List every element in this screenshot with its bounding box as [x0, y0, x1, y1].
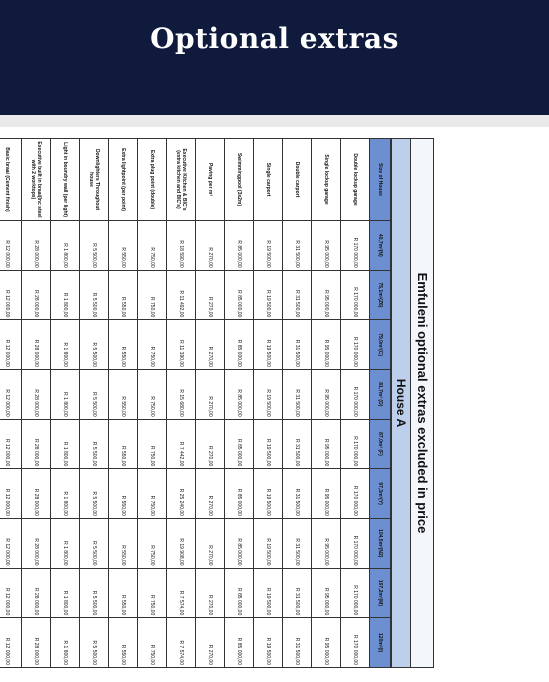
- price-cell: R 170 000,00: [341, 320, 370, 370]
- price-cell: R 19 500,00: [254, 320, 283, 370]
- price-cell: R 19 908,00: [167, 518, 196, 568]
- price-cell: R 1 800,00: [51, 518, 80, 568]
- optional-extras-table: [0, 138, 391, 668]
- price-cell: R 12 000,00: [0, 369, 22, 419]
- price-cell: R 85 000,00: [225, 320, 254, 370]
- row-label: Single carport: [254, 139, 283, 221]
- price-cell: R 85 000,00: [225, 469, 254, 519]
- column-header: 97,3m²(Y): [370, 469, 391, 519]
- price-cell: R 12 000,00: [0, 618, 22, 668]
- column-header: 107,2m²(M): [370, 568, 391, 618]
- price-cell: R 95 000,00: [312, 518, 341, 568]
- price-cell: R 7 574,00: [167, 618, 196, 668]
- price-cell: R 1 800,00: [51, 270, 80, 320]
- table-row: [22, 139, 51, 668]
- price-cell: R 1 800,00: [51, 618, 80, 668]
- price-cell: R 85 000,00: [225, 369, 254, 419]
- price-cell: R 550,00: [109, 419, 138, 469]
- price-cell: R 31 500,00: [283, 270, 312, 320]
- table-row: [283, 139, 312, 668]
- table-row: [167, 139, 196, 668]
- price-cell: R 750,00: [138, 518, 167, 568]
- price-cell: R 25 240,00: [167, 469, 196, 519]
- price-cell: R 19 500,00: [254, 618, 283, 668]
- row-label: Extra plug point (double): [138, 139, 167, 221]
- price-cell: R 5 500,00: [80, 221, 109, 271]
- price-cell: R 12 000,00: [0, 419, 22, 469]
- row-label: Executive built in braai(Inc steel with 2 worktops): [22, 139, 51, 221]
- price-cell: R 5 500,00: [80, 469, 109, 519]
- price-cell: R 11 492,00: [167, 270, 196, 320]
- price-cell: R 170 000,00: [341, 221, 370, 271]
- price-cell: R 7 574,00: [167, 568, 196, 618]
- column-header: 75,1m²(Z6): [370, 270, 391, 320]
- price-cell: R 550,00: [109, 320, 138, 370]
- price-cell: R 750,00: [138, 618, 167, 668]
- table-row: [109, 139, 138, 668]
- price-cell: R 85 000,00: [225, 270, 254, 320]
- price-cell: R 12 000,00: [0, 270, 22, 320]
- price-table-rotated: [0, 138, 434, 668]
- price-cell: R 28 000,00: [22, 419, 51, 469]
- price-cell: R 170 000,00: [341, 369, 370, 419]
- price-cell: R 270,00: [196, 369, 225, 419]
- price-cell: R 270,00: [196, 518, 225, 568]
- price-cell: R 170 000,00: [341, 270, 370, 320]
- price-cell: R 28 000,00: [22, 618, 51, 668]
- price-cell: R 170 000,00: [341, 419, 370, 469]
- price-cell: R 31 500,00: [283, 518, 312, 568]
- price-cell: R 85 000,00: [225, 568, 254, 618]
- column-header: 81,7m² (D): [370, 369, 391, 419]
- price-cell: R 7 442,00: [167, 419, 196, 469]
- price-cell: R 750,00: [138, 369, 167, 419]
- price-cell: R 550,00: [109, 618, 138, 668]
- price-cell: R 31 500,00: [283, 320, 312, 370]
- page-header: [0, 0, 549, 115]
- row-label: Single lockup garage: [312, 139, 341, 221]
- price-cell: R 5 500,00: [80, 320, 109, 370]
- price-cell: R 18 590,00: [167, 221, 196, 271]
- header-separator: [0, 115, 549, 127]
- price-cell: R 170 000,00: [341, 518, 370, 568]
- price-cell: R 28 000,00: [22, 369, 51, 419]
- price-cell: R 170 000,00: [341, 568, 370, 618]
- price-cell: R 95 000,00: [312, 221, 341, 271]
- table-row: [51, 139, 80, 668]
- price-cell: R 85 000,00: [225, 419, 254, 469]
- row-label: Light in boundry wall (per light): [51, 139, 80, 221]
- price-cell: R 28 000,00: [22, 270, 51, 320]
- row-label: Paving per m²: [196, 139, 225, 221]
- price-cell: R 19 500,00: [254, 419, 283, 469]
- row-label: Downlighters Throughout house: [80, 139, 109, 221]
- price-cell: R 5 500,00: [80, 618, 109, 668]
- price-cell: R 5 500,00: [80, 270, 109, 320]
- price-cell: R 270,00: [196, 618, 225, 668]
- table-row: [196, 139, 225, 668]
- price-cell: R 5 500,00: [80, 568, 109, 618]
- price-cell: R 95 000,00: [312, 270, 341, 320]
- row-label: Double lockup garage: [341, 139, 370, 221]
- price-cell: R 95 000,00: [312, 320, 341, 370]
- price-cell: R 5 500,00: [80, 419, 109, 469]
- price-cell: R 5 500,00: [80, 369, 109, 419]
- price-cell: R 31 500,00: [283, 469, 312, 519]
- price-cell: R 1 800,00: [51, 419, 80, 469]
- price-cell: R 750,00: [138, 419, 167, 469]
- table-row: [225, 139, 254, 668]
- table-row: [0, 139, 22, 668]
- column-header: 120m²(I): [370, 618, 391, 668]
- price-cell: R 15 680,00: [167, 369, 196, 419]
- price-cell: R 31 500,00: [283, 221, 312, 271]
- price-cell: R 11 390,00: [167, 320, 196, 370]
- price-cell: R 550,00: [109, 221, 138, 271]
- table-row: [312, 139, 341, 668]
- price-cell: R 19 500,00: [254, 469, 283, 519]
- row-label: Basic braai (Cement finish): [0, 139, 22, 221]
- price-cell: R 750,00: [138, 320, 167, 370]
- price-cell: R 1 800,00: [51, 369, 80, 419]
- price-cell: R 750,00: [138, 469, 167, 519]
- price-cell: R 31 500,00: [283, 618, 312, 668]
- price-cell: R 31 500,00: [283, 419, 312, 469]
- price-cell: R 19 500,00: [254, 270, 283, 320]
- price-cell: R 12 000,00: [0, 518, 22, 568]
- price-cell: R 270,00: [196, 320, 225, 370]
- price-cell: R 1 800,00: [51, 320, 80, 370]
- price-cell: R 270,00: [196, 469, 225, 519]
- price-cell: R 550,00: [109, 369, 138, 419]
- row-label: Double carport: [283, 139, 312, 221]
- price-cell: R 85 000,00: [225, 618, 254, 668]
- row-label: Extra lightpoint (per point): [109, 139, 138, 221]
- table-row: [341, 139, 370, 668]
- price-cell: R 1 800,00: [51, 469, 80, 519]
- price-cell: R 19 500,00: [254, 568, 283, 618]
- price-cell: R 750,00: [138, 568, 167, 618]
- price-cell: R 31 500,00: [283, 369, 312, 419]
- column-header: 40,7m²(N): [370, 221, 391, 271]
- table-row: [254, 139, 283, 668]
- price-cell: R 28 000,00: [22, 320, 51, 370]
- price-cell: R 28 000,00: [22, 568, 51, 618]
- row-label: Executive Kitchen & BIC's (extra kitchen and BIC's): [167, 139, 196, 221]
- price-cell: R 170 000,00: [341, 618, 370, 668]
- price-cell: R 270,00: [196, 419, 225, 469]
- price-cell: R 550,00: [109, 469, 138, 519]
- price-cell: R 28 000,00: [22, 469, 51, 519]
- column-header: 79,0m²(C): [370, 320, 391, 370]
- price-cell: R 5 500,00: [80, 518, 109, 568]
- page-title: Optional extras: [150, 22, 399, 55]
- price-cell: R 12 000,00: [0, 469, 22, 519]
- price-cell: R 19 500,00: [254, 518, 283, 568]
- row-label: Swimmingpool (3x2m): [225, 139, 254, 221]
- price-cell: R 85 000,00: [225, 221, 254, 271]
- table-row: [80, 139, 109, 668]
- price-cell: R 12 000,00: [0, 221, 22, 271]
- price-cell: R 270,00: [196, 221, 225, 271]
- price-cell: R 750,00: [138, 221, 167, 271]
- price-cell: R 85 000,00: [225, 518, 254, 568]
- price-cell: R 1 800,00: [51, 568, 80, 618]
- price-cell: R 270,00: [196, 270, 225, 320]
- price-cell: R 750,00: [138, 270, 167, 320]
- price-cell: R 95 000,00: [312, 369, 341, 419]
- price-cell: R 12 000,00: [0, 568, 22, 618]
- price-cell: R 270,00: [196, 568, 225, 618]
- price-cell: R 31 500,00: [283, 568, 312, 618]
- price-cell: R 19 500,00: [254, 369, 283, 419]
- price-cell: R 95 000,00: [312, 469, 341, 519]
- price-cell: R 19 500,00: [254, 221, 283, 271]
- price-cell: R 550,00: [109, 270, 138, 320]
- table-title: Emfuleni optional extras excluded in price: [411, 138, 434, 668]
- table-body: [0, 139, 370, 668]
- price-cell: R 550,00: [109, 518, 138, 568]
- column-header-size: Size of House: [370, 139, 391, 221]
- price-cell: R 550,00: [109, 568, 138, 618]
- price-cell: R 1 800,00: [51, 221, 80, 271]
- price-cell: R 95 000,00: [312, 618, 341, 668]
- table-row: [138, 139, 167, 668]
- table-header-row: [370, 139, 391, 668]
- table-subtitle: House A: [391, 138, 411, 668]
- price-cell: R 12 000,00: [0, 320, 22, 370]
- price-cell: R 28 000,00: [22, 221, 51, 271]
- price-cell: R 170 000,00: [341, 469, 370, 519]
- price-cell: R 28 000,00: [22, 518, 51, 568]
- price-cell: R 95 000,00: [312, 568, 341, 618]
- column-header: 104,5m²(N2): [370, 518, 391, 568]
- column-header: 87,0m² (F): [370, 419, 391, 469]
- price-cell: R 95 000,00: [312, 419, 341, 469]
